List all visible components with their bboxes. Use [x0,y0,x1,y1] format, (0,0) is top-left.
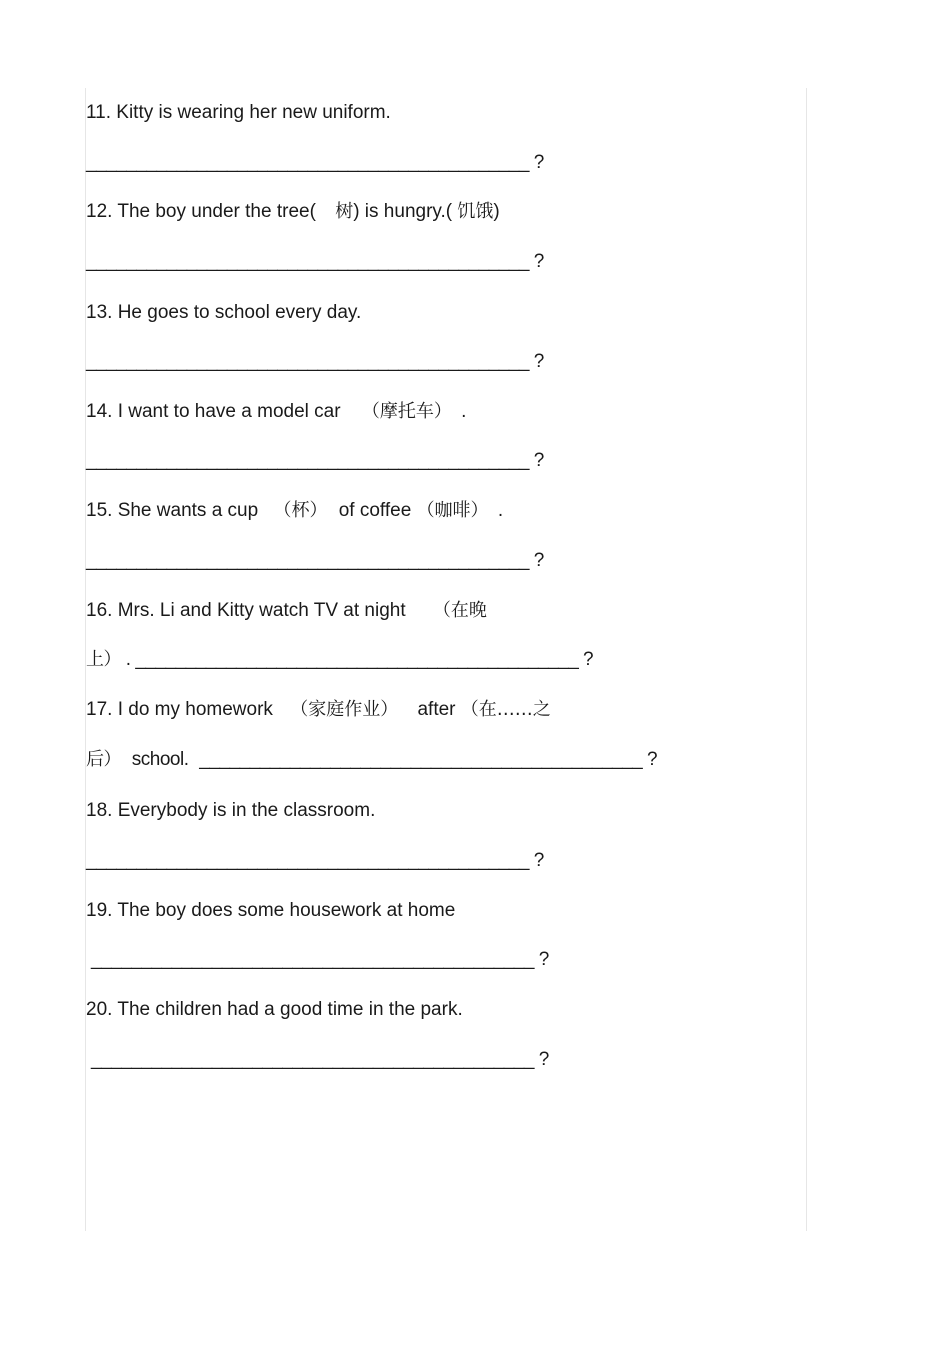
answer-line-17[interactable] [86,748,657,772]
chinese-hint: 后） [86,749,121,770]
question-text: 20. The children had a good time in the park. [86,999,463,1020]
question-16 [86,599,487,623]
answer-blank: ____________________________________________ ? [199,749,658,770]
chinese-hint: （咖啡） [416,500,489,521]
chinese-hint: （在晚 [432,600,487,621]
chinese-hint: （家庭作业） [290,699,399,720]
question-text: ) [493,201,500,222]
question-14 [86,400,466,424]
question-text: . [461,401,467,422]
question-12 [86,200,500,224]
answer-blank: ____________________________________________ ? [86,550,544,571]
chinese-hint: 树 [335,201,354,222]
question-text: school. [131,749,189,770]
question-text: of coffee [338,500,412,521]
page-border-right [806,88,807,1231]
question-text: 11. Kitty is wearing her new uniform. [86,102,391,123]
answer-line-12[interactable] [86,250,544,274]
answer-blank: ____________________________________________ ? [91,949,549,970]
question-text: 17. I do my homework [86,699,273,720]
answer-line-15[interactable] [86,549,544,573]
chinese-hint: （杯） [273,500,328,521]
answer-line-14[interactable] [86,449,544,473]
question-text: 15. She wants a cup [86,500,259,521]
answer-line-18[interactable] [86,849,544,873]
question-text: 18. Everybody is in the classroom. [86,800,376,821]
question-text: ) is hungry.( [353,201,453,222]
question-text: . [497,500,504,521]
answer-blank: ____________________________________________ ? [86,351,544,372]
question-20 [86,998,463,1022]
answer-line-13[interactable] [86,350,544,374]
answer-line-19[interactable] [91,948,549,972]
answer-blank: ____________________________________________ ? [86,450,544,471]
question-17 [86,698,551,722]
question-13 [86,301,361,325]
chinese-hint: （摩托车） [361,401,452,422]
question-18 [86,799,375,823]
question-text: after [417,699,456,720]
answer-blank: ____________________________________________ ? [86,152,544,173]
question-text: 13. He goes to school every day. [86,302,362,323]
answer-line-11[interactable] [86,151,544,175]
question-text: 16. Mrs. Li and Kitty watch TV at night [86,600,406,621]
answer-blank: ____________________________________________ ? [86,850,544,871]
question-19 [86,899,455,923]
answer-blank: ____________________________________________ ? [86,251,544,272]
question-text: 12. The boy under the tree( [86,201,316,222]
question-15 [86,499,503,523]
question-text: 14. I want to have a model car [86,401,341,422]
question-text: 19. The boy does some housework at home [86,900,456,921]
question-11 [86,101,391,125]
answer-blank: ____________________________________________ ? [91,1049,549,1070]
chinese-hint: 饥饿 [457,201,494,222]
answer-line-20[interactable] [91,1048,549,1072]
chinese-hint: 上） [86,649,121,670]
answer-blank: . ____________________________________________ ? [125,649,594,670]
answer-line-16[interactable] [86,648,593,672]
chinese-hint: （在……之 [460,699,551,720]
